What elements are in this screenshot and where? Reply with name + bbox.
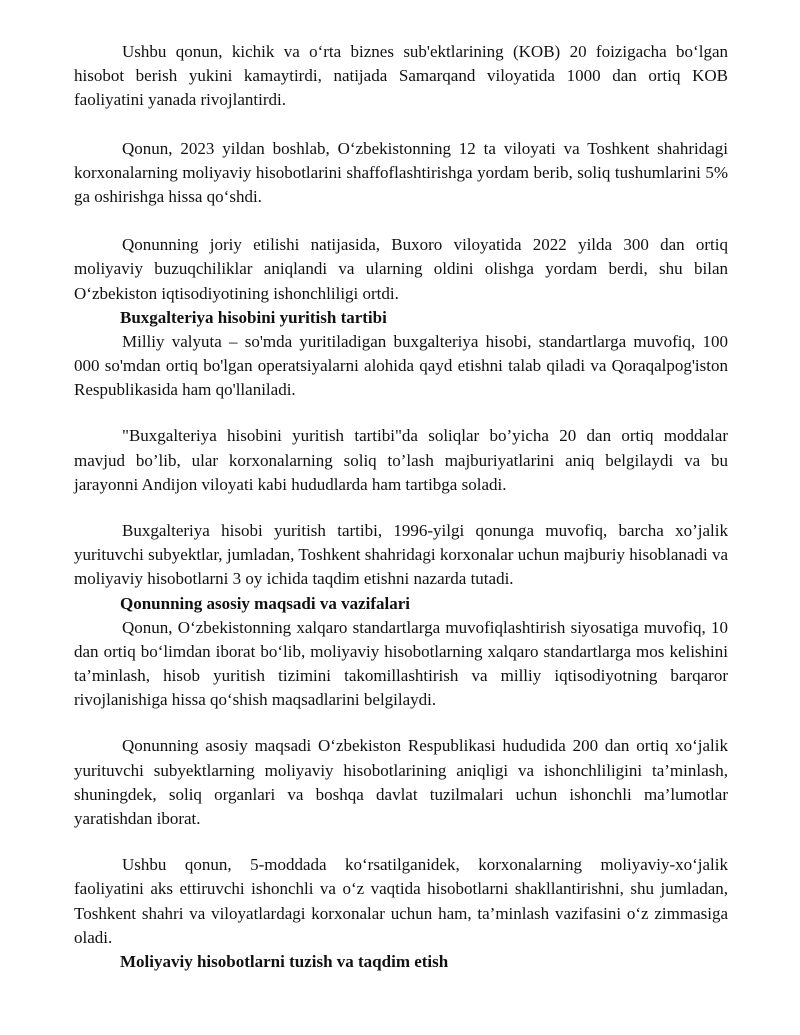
paragraph-article-5: Ushbu qonun, 5-moddada ko‘rsatilganidek, korxonalarning moliyaviy-xo‘jalik faoliyatini aks ettiruvchi ishonchli va o‘z vaqtida hisobotlarni shakllantirishni, shu jumladan, Toshkent shahri va viloyatlardagi korxonalar uchun ham, ta’minlash vazifasini o‘z zimmasiga oladi. xyxy=(74,855,728,947)
section-heading-financial-statements: Moliyaviy hisobotlarni tuzish va taqdim etish xyxy=(120,952,449,972)
section-heading-goals: Qonunning asosiy maqsadi va vazifalari xyxy=(120,593,411,613)
paragraph-kob-reporting: Ushbu qonun, kichik va o‘rta biznes sub'ektlarining (KOB) 20 foizigacha bo‘lgan hisobot berish yukini kamaytirdi, natijada Samarqand viloyatida 1000 dan ortiq KOB faoliyatini yanada rivojlantirdi. xyxy=(74,42,728,110)
section-heading-accounting-procedure: Buxgalteriya hisobini yuritish tartibi xyxy=(120,307,387,327)
paragraph-national-currency: Milliy valyuta – so'mda yuritiladigan buxgalteriya hisobi, standartlarga muvofiq, 100 000 so'mdan ortiq bo'lgan operatsiyalarni alohida qayd etishni talab qiladi va Qoraqalpog'iston Respublikasida ham qo'llaniladi. xyxy=(74,331,728,400)
paragraph-transparency: Qonun, 2023 yildan boshlab, O‘zbekistonning 12 ta viloyati va Toshkent shahridagi korxonalarning moliyaviy hisobotlarini shaffoflashtirishga yordam berib, soliq tushumlarini 5% ga oshirishga hissa qo‘shdi. xyxy=(74,138,728,207)
paragraph-tax-articles: "Buxgalteriya hisobini yuritish tartibi"da soliqlar bo’yicha 20 dan ortiq moddalar mavjud bo’lib, ular korxonalarning soliq to’lash majburiyatlarini aniq belgilaydi va bu jarayonni Andijon viloyati kabi hududlarda ham tartibga soladi. xyxy=(74,426,728,494)
paragraph-bukhara: Qonunning joriy etilishi natijasida, Buxoro viloyatida 2022 yilda 300 dan ortiq moliyaviy buzuqchiliklar aniqlandi va ularning oldini olishga yordam berdi, shu bilan O‘zbekiston iqtisodiyotining ishonchliligi ortdi. xyxy=(74,235,728,303)
paragraph-1996-law: Buxgalteriya hisobi yuritish tartibi, 1996-yilgi qonunga muvofiq, barcha xo’jalik yurituvchi subyektlar, jumladan, Toshkent shahridagi korxonalar uchun majburiy hisoblanadi va moliyaviy hisobotlarni 3 oy ichida taqdim etishni nazarda tutadi. xyxy=(74,521,728,589)
paragraph-international-standards: Qonun, O‘zbekistonning xalqaro standartlarga muvofiqlashtirish siyosatiga muvofiq, 10 dan ortiq bo‘limdan iborat bo‘lib, moliyaviy hisobotlarning xalqaro standartlarga mos kelishini ta’minlash, hisob yuritish tizimini takomillashtirish va milliy iqtisodiyotning barqaror rivojlanishiga hissa qo‘shish maqsadlarini belgilaydi. xyxy=(74,617,728,710)
paragraph-main-goal: Qonunning asosiy maqsadi O‘zbekiston Respublikasi hududida 200 dan ortiq xo‘jalik yurituvchi subyektlarning moliyaviy hisobotlarining aniqligi va ishonchliligini ta’minlash, shuningdek, soliq organlari va boshqa davlat tuzilmalari uchun ishonchli ma’lumotlar yaratishdan iborat. xyxy=(74,736,728,829)
